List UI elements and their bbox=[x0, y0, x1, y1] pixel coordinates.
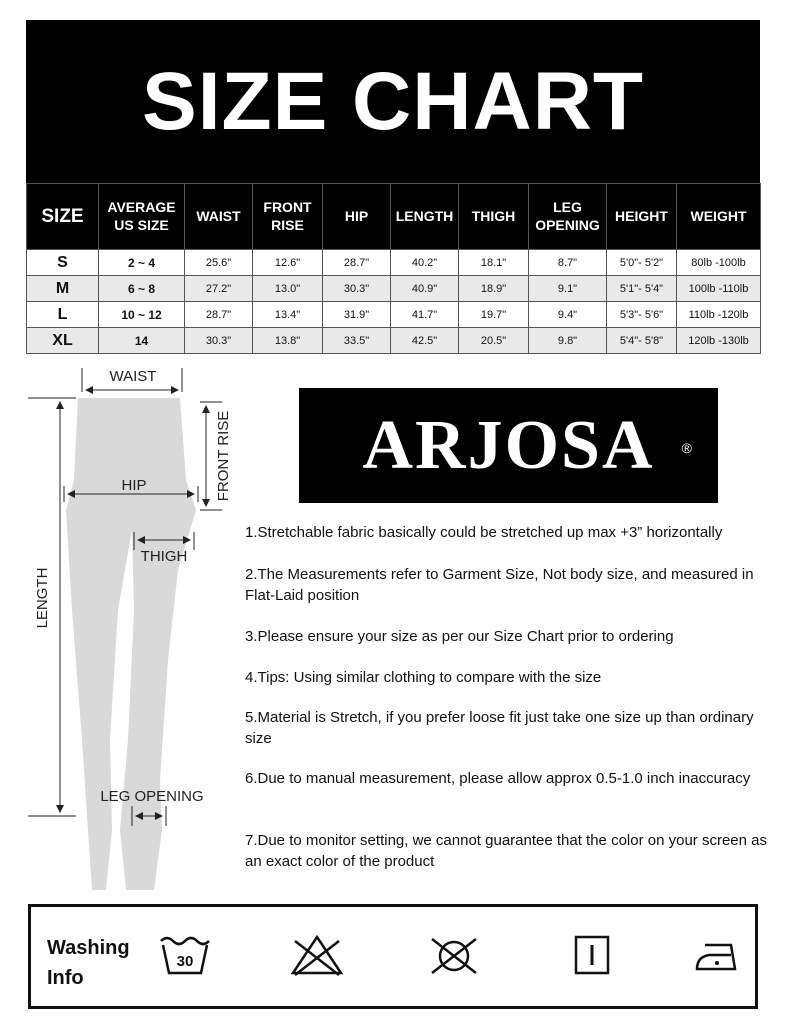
table-cell: 120lb -130lb bbox=[677, 328, 761, 354]
table-cell: L bbox=[27, 302, 99, 328]
table-cell: 9.4" bbox=[529, 302, 607, 328]
washing-info-box bbox=[28, 904, 758, 1009]
table-cell: 5'0"- 5'2" bbox=[607, 250, 677, 276]
iron-low-icon bbox=[691, 933, 747, 979]
note-item: 7.Due to monitor setting, we cannot guarantee that the color on your screen as an exact color of the product bbox=[245, 832, 767, 870]
leggings-silhouette bbox=[66, 398, 196, 890]
table-row bbox=[27, 276, 761, 302]
registered-mark: ® bbox=[681, 440, 692, 456]
hip-label: HIP bbox=[121, 477, 147, 494]
table-cell: 25.6" bbox=[185, 250, 253, 276]
brand-name: ARJOSA bbox=[362, 406, 655, 484]
table-cell: 18.9" bbox=[459, 276, 529, 302]
column-header: THIGH bbox=[459, 184, 529, 250]
thigh-label: THIGH bbox=[140, 548, 188, 565]
table-cell: 110lb -120lb bbox=[677, 302, 761, 328]
length-label: LENGTH bbox=[34, 567, 51, 629]
column-header: WEIGHT bbox=[677, 184, 761, 250]
table-cell: 41.7" bbox=[391, 302, 459, 328]
wash-30-icon bbox=[157, 933, 213, 979]
page-title: SIZE CHART bbox=[142, 55, 644, 147]
table-cell: 5'1"- 5'4" bbox=[607, 276, 677, 302]
size-chart-header bbox=[26, 20, 760, 183]
table-header-row bbox=[27, 184, 761, 250]
table-cell: 30.3" bbox=[323, 276, 391, 302]
table-cell: 5'4"- 5'8" bbox=[607, 328, 677, 354]
table-cell: 28.7" bbox=[185, 302, 253, 328]
table-cell: 33.5" bbox=[323, 328, 391, 354]
note-item: 4.Tips: Using similar clothing to compare with the size bbox=[245, 669, 602, 686]
table-cell: 8.7" bbox=[529, 250, 607, 276]
table-cell: 5'3"- 5'6" bbox=[607, 302, 677, 328]
table-cell: 20.5" bbox=[459, 328, 529, 354]
table-cell: 6 ~ 8 bbox=[99, 276, 185, 302]
table-cell: 28.7" bbox=[323, 250, 391, 276]
table-cell: 18.1" bbox=[459, 250, 529, 276]
table-cell: 13.0" bbox=[253, 276, 323, 302]
column-header: AVERAGE US SIZE bbox=[99, 184, 185, 250]
table-cell: S bbox=[27, 250, 99, 276]
table-row bbox=[27, 302, 761, 328]
table-cell: XL bbox=[27, 328, 99, 354]
table-cell: 42.5" bbox=[391, 328, 459, 354]
size-table bbox=[26, 183, 761, 354]
svg-text:30: 30 bbox=[176, 953, 194, 970]
table-cell: 31.9" bbox=[323, 302, 391, 328]
note-item: 5.Material is Stretch, if you prefer loose fit just take one size up than ordinary size bbox=[245, 709, 754, 747]
no-tumble-dry-icon bbox=[426, 933, 482, 979]
table-cell: 14 bbox=[99, 328, 185, 354]
column-header: WAIST bbox=[185, 184, 253, 250]
column-header: HIP bbox=[323, 184, 391, 250]
table-cell: 27.2" bbox=[185, 276, 253, 302]
table-cell: 30.3" bbox=[185, 328, 253, 354]
leggings-diagram bbox=[0, 360, 240, 900]
note-item: 2.The Measurements refer to Garment Size, Not body size, and measured in Flat-Laid position bbox=[245, 566, 754, 604]
front-rise-label: FRONT RISE bbox=[215, 410, 232, 502]
table-cell: 9.8" bbox=[529, 328, 607, 354]
table-cell: 80lb -100lb bbox=[677, 250, 761, 276]
brand-logo bbox=[299, 388, 718, 503]
table-row bbox=[27, 328, 761, 354]
leg-opening-label: LEG OPENING bbox=[100, 788, 204, 805]
column-header: SIZE bbox=[27, 184, 99, 250]
table-cell: 40.2" bbox=[391, 250, 459, 276]
waist-label: WAIST bbox=[109, 368, 157, 385]
line-dry-icon bbox=[564, 933, 620, 979]
column-header: HEIGHT bbox=[607, 184, 677, 250]
table-cell: 13.4" bbox=[253, 302, 323, 328]
note-item: 3.Please ensure your size as per our Size Chart prior to ordering bbox=[245, 628, 674, 645]
table-cell: 19.7" bbox=[459, 302, 529, 328]
table-cell: 100lb -110lb bbox=[677, 276, 761, 302]
table-cell: 2 ~ 4 bbox=[99, 250, 185, 276]
column-header: FRONT RISE bbox=[253, 184, 323, 250]
note-item: 1.Stretchable fabric basically could be stretched up max +3” horizontally bbox=[245, 524, 723, 541]
washing-info-label: Washing Info bbox=[47, 937, 130, 989]
table-cell: M bbox=[27, 276, 99, 302]
table-cell: 13.8" bbox=[253, 328, 323, 354]
column-header: LENGTH bbox=[391, 184, 459, 250]
table-cell: 12.6" bbox=[253, 250, 323, 276]
table-cell: 40.9" bbox=[391, 276, 459, 302]
no-bleach-icon bbox=[289, 933, 345, 979]
table-row bbox=[27, 250, 761, 276]
table-cell: 9.1" bbox=[529, 276, 607, 302]
table-cell: 10 ~ 12 bbox=[99, 302, 185, 328]
note-item: 6.Due to manual measurement, please allow approx 0.5-1.0 inch inaccuracy bbox=[245, 770, 751, 787]
column-header: LEG OPENING bbox=[529, 184, 607, 250]
